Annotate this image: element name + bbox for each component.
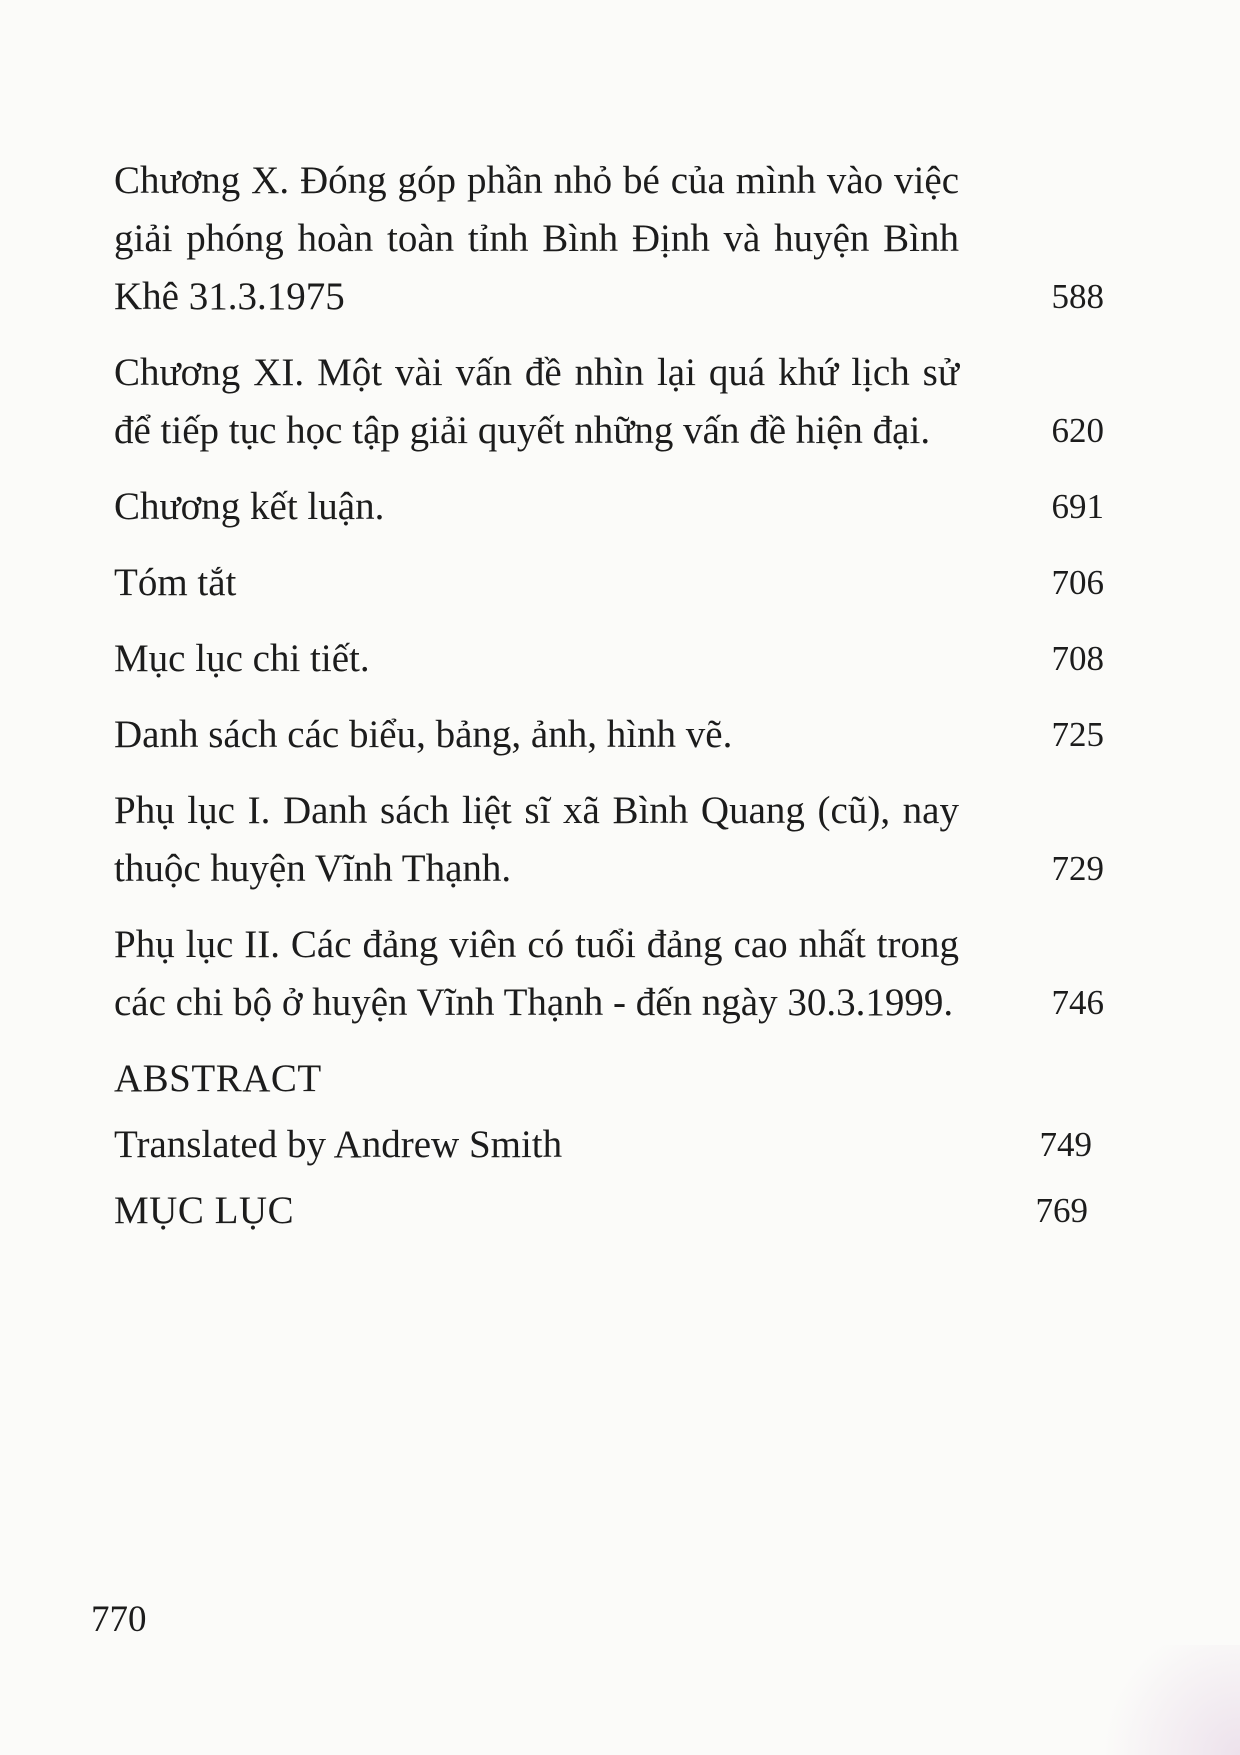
toc-entry-translated-by: [114, 1116, 1104, 1174]
toc-entry-title: Chương X. Đóng góp phần nhỏ bé của mình vào việc giải phóng hoàn toàn tỉnh Bình Định và huyện Bình Khê 31.3.1975: [114, 159, 959, 318]
toc-entry-title: Chương kết luận.: [114, 485, 385, 528]
toc-entry-title: Mục lục chi tiết.: [114, 637, 370, 680]
toc-entry-title: Phụ lục II. Các đảng viên có tuổi đảng cao nhất trong các chi bộ ở huyện Vĩnh Thạnh - đến ngày 30.3.1999.: [114, 923, 959, 1024]
toc-entry-title: ABSTRACT: [114, 1057, 322, 1100]
toc-entry-chapter-10: [114, 152, 1104, 326]
toc-entry-page: 588: [1051, 277, 1104, 316]
toc-entry-page: 769: [1035, 1191, 1088, 1230]
toc-entry-list-of-figures: [114, 706, 1104, 764]
toc-entry-title: Phụ lục I. Danh sách liệt sĩ xã Bình Quang (cũ), nay thuộc huyện Vĩnh Thạnh.: [114, 789, 959, 890]
table-of-contents: [114, 152, 1104, 1258]
toc-entry-muc-luc: [114, 1182, 1104, 1240]
toc-entry-page: 706: [1051, 563, 1104, 602]
toc-entry-detailed-contents: [114, 630, 1104, 688]
toc-entry-appendix-1: [114, 782, 1104, 898]
toc-entry-appendix-2: [114, 916, 1104, 1032]
toc-entry-page: 691: [1051, 487, 1104, 526]
paper-discoloration: [1080, 1645, 1240, 1755]
toc-entry-page: 725: [1051, 715, 1104, 754]
toc-entry-page: 708: [1051, 639, 1104, 678]
toc-entry-title: MỤC LỤC: [114, 1189, 295, 1232]
toc-entry-abstract: [114, 1050, 1104, 1108]
toc-entry-page: 746: [1051, 983, 1104, 1022]
toc-entry-title: Danh sách các biểu, bảng, ảnh, hình vẽ.: [114, 713, 733, 756]
toc-entry-page: 620: [1051, 411, 1104, 450]
toc-entry-chapter-11: [114, 344, 1104, 460]
toc-entry-conclusion: [114, 478, 1104, 536]
toc-entry-summary: [114, 554, 1104, 612]
toc-entry-page: 749: [1039, 1125, 1092, 1164]
toc-entry-title: Tóm tắt: [114, 561, 237, 604]
toc-entry-page: 729: [1051, 849, 1104, 888]
page-number: 770: [91, 1599, 147, 1640]
toc-entry-title: Translated by Andrew Smith: [114, 1123, 563, 1166]
toc-entry-title: Chương XI. Một vài vấn đề nhìn lại quá khứ lịch sử để tiếp tục học tập giải quyết những vấn đề hiện đại.: [114, 351, 959, 452]
